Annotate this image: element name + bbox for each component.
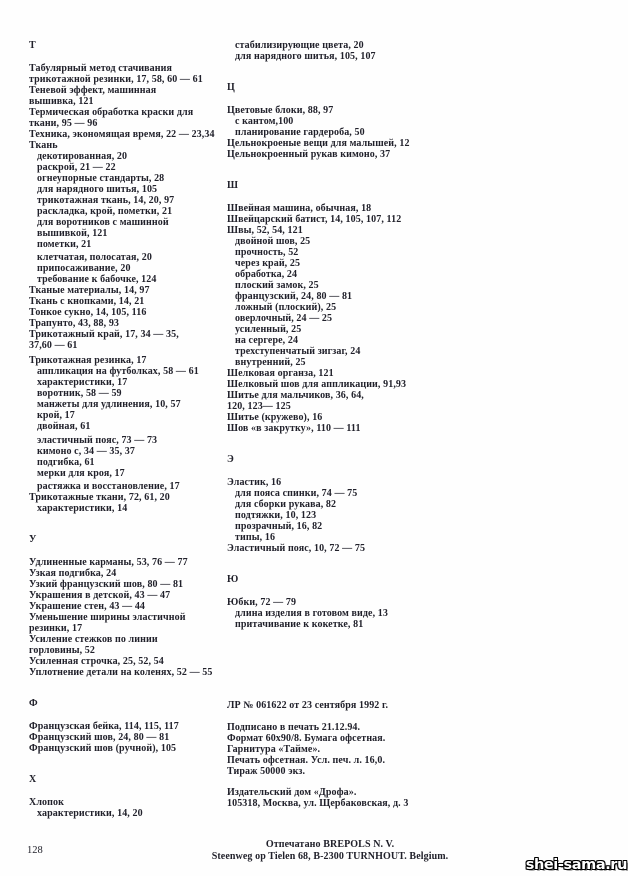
index-entry: типы, 16 [235, 532, 276, 543]
index-entry: трикотажная ткань, 14, 20, 97 [37, 195, 175, 206]
index-entry: воротник, 58 — 59 [37, 388, 122, 399]
index-entry: ЛР № 061622 от 23 сентября 1992 г. [227, 700, 389, 711]
index-entry: Подписано в печать 21.12.94. [227, 722, 361, 733]
index-entry: прозрачный, 16, 82 [235, 521, 323, 532]
index-entry: декотированная, 20 [37, 151, 128, 162]
index-entry: клетчатая, полосатая, 20 [37, 252, 152, 263]
index-entry: Трикотажные ткани, 72, 61, 20 [29, 492, 170, 503]
index-entry: Гарнитура «Тайме». [227, 744, 321, 755]
index-entry: пометки, 21 [37, 239, 92, 250]
index-entry: Термическая обработка краски для [29, 107, 194, 118]
index-entry: Цельнокроенный рукав кимоно, 37 [227, 149, 391, 160]
index-entry: Табулярный метод стачивания [29, 63, 173, 74]
index-column-right [227, 40, 457, 630]
index-entry: мерки для кроя, 17 [37, 468, 125, 479]
index-entry: Уплотнение детали на коленях, 52 — 55 [29, 667, 213, 678]
index-entry: растяжка и восстановление, 17 [37, 481, 180, 492]
index-entry: внутренний, 25 [235, 357, 306, 368]
index-entry: планирование гардероба, 50 [235, 127, 365, 138]
index-entry: ложный (плоский), 25 [235, 302, 337, 313]
index-entry: Тираж 50000 экз. [227, 766, 306, 777]
index-entry: Трапунто, 43, 88, 93 [29, 318, 120, 329]
index-entry: вышивкой, 121 [37, 228, 108, 239]
index-entry: для воротников с машинной [37, 217, 169, 228]
index-entry: обработка, 24 [235, 269, 298, 280]
index-entry: Швейная машина, обычная, 18 [227, 203, 372, 214]
index-entry: требование к бабочке, 124 [37, 274, 157, 285]
index-entry: стабилизирующие цвета, 20 [235, 40, 364, 51]
index-section-heading: Ф [29, 698, 38, 709]
index-entry: для нарядного шитья, 105, 107 [235, 51, 376, 62]
index-entry: Усиленная строчка, 25, 52, 54 [29, 656, 164, 667]
index-entry: на сергере, 24 [235, 335, 299, 346]
index-entry: Шитье (кружево), 16 [227, 412, 323, 423]
index-entry: вышивка, 121 [29, 96, 94, 107]
index-entry: 105318, Москва, ул. Щербаковская, д. 3 [227, 798, 409, 809]
index-entry: Тонкое сукно, 14, 105, 116 [29, 307, 147, 318]
index-entry: Хлопок [29, 797, 64, 808]
index-entry: Шов «в закрутку», 110 — 111 [227, 423, 361, 434]
index-entry: Цельнокроеные вещи для малышей, 12 [227, 138, 410, 149]
index-entry: длина изделия в готовом виде, 13 [235, 608, 388, 619]
index-entry: с кантом,100 [235, 116, 294, 127]
index-entry: оверлочный, 24 — 25 [235, 313, 333, 324]
index-entry: Шелковая органза, 121 [227, 368, 334, 379]
index-entry: Узкая подгибка, 24 [29, 568, 117, 579]
index-entry: через край, 25 [235, 258, 301, 269]
index-entry: подтяжки, 10, 123 [235, 510, 317, 521]
index-entry: резинки, 17 [29, 623, 83, 634]
index-entry: Техника, экономящая время, 22 — 23,34 [29, 129, 215, 140]
index-entry: аппликация на футболках, 58 — 61 [37, 366, 199, 377]
index-entry: Шелковый шов для аппликации, 91,93 [227, 379, 407, 390]
index-entry: притачивание к кокетке, 81 [235, 619, 364, 630]
index-entry: для пояса спинки, 74 — 75 [235, 488, 358, 499]
index-section-heading: Ю [227, 574, 239, 585]
index-entry: 37,60 — 61 [29, 340, 78, 351]
colophon [227, 700, 527, 809]
index-entry: трикотажной резинки, 17, 58, 60 — 61 [29, 74, 203, 85]
index-entry: Эластик, 16 [227, 477, 282, 488]
index-entry: припосаживание, 20 [37, 263, 131, 274]
index-section-heading: Х [29, 774, 37, 785]
index-entry: Эластичный пояс, 10, 72 — 75 [227, 543, 366, 554]
printer-line-1: Отпечатано BREPOLS N. V. [265, 839, 395, 850]
index-entry: двойная, 61 [37, 421, 91, 432]
index-entry: эластичный пояс, 73 — 73 [37, 435, 158, 446]
index-entry: Уменьшение ширины эластичной [29, 612, 186, 623]
index-entry: раскрой, 21 — 22 [37, 162, 116, 173]
index-entry: Усиление стежков по линии [29, 634, 158, 645]
index-entry: Украшения в детской, 43 — 47 [29, 590, 171, 601]
index-column-left [29, 40, 227, 819]
index-entry: Украшение стен, 43 — 44 [29, 601, 146, 612]
index-entry: французский, 24, 80 — 81 [235, 291, 353, 302]
index-entry: Швейцарский батист, 14, 105, 107, 112 [227, 214, 402, 225]
index-section-heading: Ш [227, 180, 239, 191]
index-entry: Французский шов, 24, 80 — 81 [29, 732, 170, 743]
index-entry: Теневой эффект, машинная [29, 85, 157, 96]
index-entry: Цветовые блоки, 88, 97 [227, 105, 334, 116]
index-entry: ткани, 95 — 96 [29, 118, 98, 129]
index-entry: для сборки рукава, 82 [235, 499, 337, 510]
index-entry: Узкий французский шов, 80 — 81 [29, 579, 184, 590]
index-entry: Трикотажный край, 17, 34 — 35, [29, 329, 179, 340]
index-entry: Издательский дом «Дрофа». [227, 787, 357, 798]
index-entry: плоский замок, 25 [235, 280, 319, 291]
page-number: 128 [27, 845, 43, 856]
index-entry: Трикотажная резинка, 17 [29, 355, 147, 366]
index-section-heading: Т [29, 40, 36, 51]
index-entry: Ткань с кнопками, 14, 21 [29, 296, 145, 307]
index-entry: Печать офсетная. Усл. печ. л. 16,0. [227, 755, 386, 766]
index-entry: горловины, 52 [29, 645, 95, 656]
index-entry: Формат 60x90/8. Бумага офсетная. [227, 733, 386, 744]
index-entry: огнеупорные стандарты, 28 [37, 173, 165, 184]
index-section-heading: У [29, 534, 37, 545]
printer-line-2: Steenweg op Tielen 68, B-2300 TURNHOUT. Belgium. [211, 850, 449, 862]
index-entry: для нарядного шитья, 105 [37, 184, 158, 195]
index-entry: усиленный, 25 [235, 324, 302, 335]
index-entry: манжеты для удлинения, 10, 57 [37, 399, 181, 410]
index-entry: Тканые материалы, 14, 97 [29, 285, 150, 296]
index-entry: Ткань [29, 140, 58, 151]
index-entry: Швы, 52, 54, 121 [227, 225, 303, 236]
index-entry: двойной шов, 25 [235, 236, 311, 247]
index-entry: характеристики, 14, 20 [37, 808, 143, 819]
index-entry: раскладка, крой, пометки, 21 [37, 206, 173, 217]
index-entry: характеристики, 17 [37, 377, 128, 388]
index-entry: Юбки, 72 — 79 [227, 597, 297, 608]
index-entry: характеристики, 14 [37, 503, 128, 514]
index-entry: прочность, 52 [235, 247, 299, 258]
index-entry: трехступенчатый зигзаг, 24 [235, 346, 361, 357]
index-section-heading: Э [227, 454, 234, 465]
index-entry: кимоно с, 34 — 35, 37 [37, 446, 136, 457]
index-section-heading: Ц [227, 82, 235, 93]
index-entry: крой, 17 [37, 410, 75, 421]
index-entry: Удлиненные карманы, 53, 76 — 77 [29, 557, 188, 568]
index-entry: Французский шов (ручной), 105 [29, 743, 177, 754]
index-entry: 120, 123— 125 [227, 401, 291, 412]
index-entry: подгибка, 61 [37, 457, 95, 468]
index-entry: Шитье для мальчиков, 36, 64, [227, 390, 364, 401]
index-entry: Французская бейка, 114, 115, 117 [29, 721, 179, 732]
site-watermark: shei-sama.ru [525, 857, 627, 873]
